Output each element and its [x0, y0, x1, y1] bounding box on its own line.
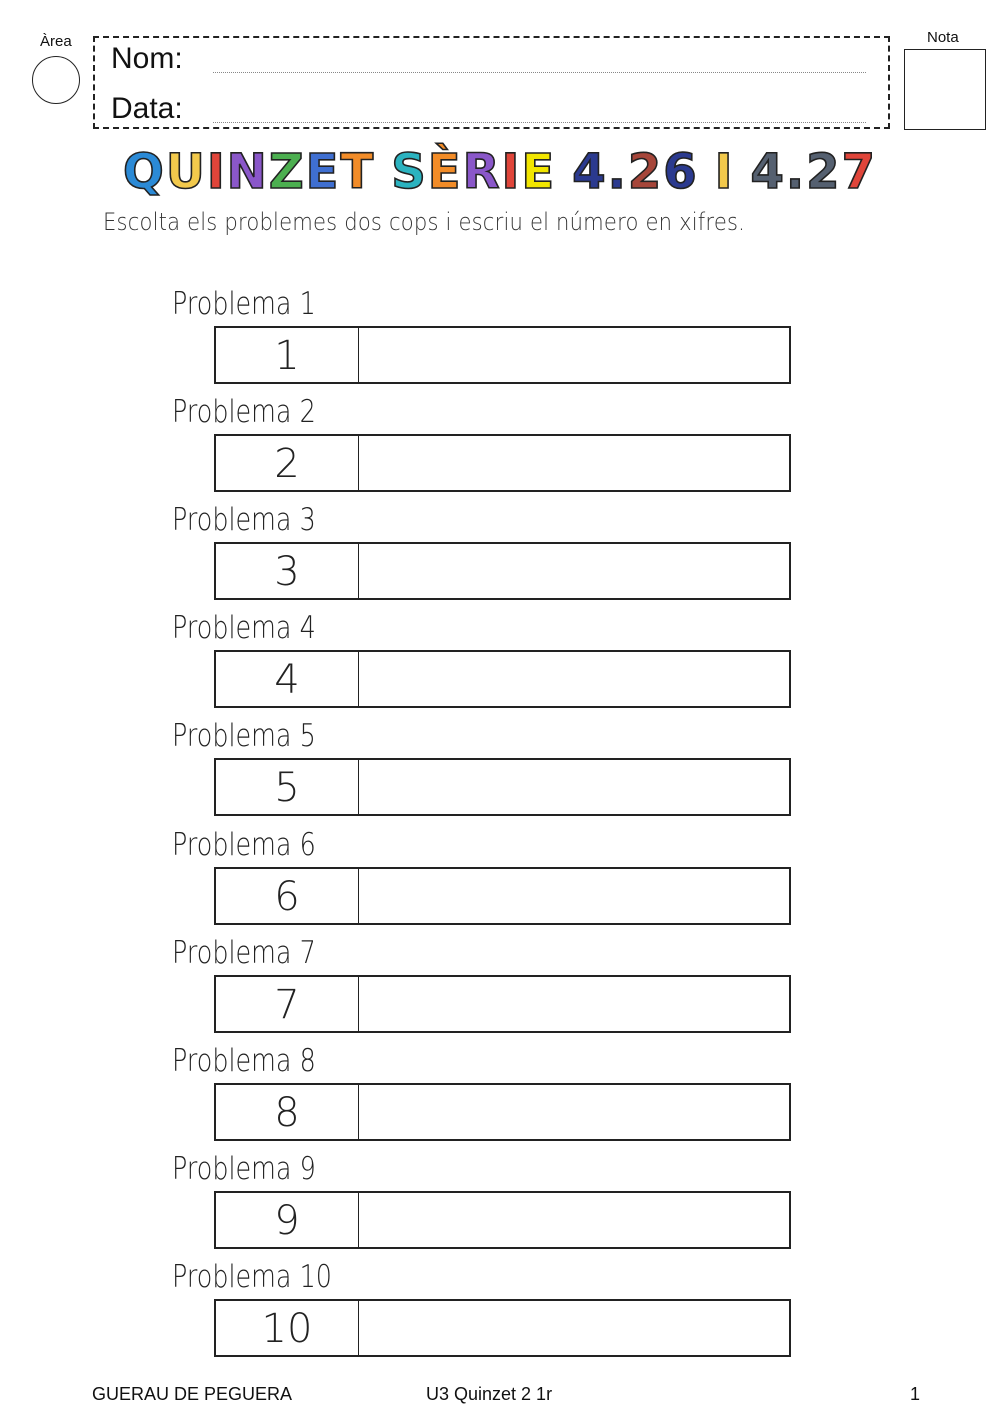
problem-row: [0, 1151, 1000, 1259]
problem-number: 8: [216, 1085, 359, 1139]
instruction-text: Escolta els problemes dos cops i escriu el número en xifres.: [103, 208, 746, 236]
footer-page-number: 1: [910, 1384, 921, 1404]
area-circle[interactable]: [32, 56, 80, 104]
data-label: Data:: [111, 92, 183, 125]
page-title: [0, 140, 1000, 204]
problem-row: [0, 827, 1000, 935]
title-letter: I: [714, 144, 735, 200]
problem-number: 9: [216, 1193, 359, 1247]
title-letter: .: [785, 144, 807, 200]
nom-field[interactable]: [213, 72, 866, 73]
title-letter: .: [607, 144, 628, 200]
footer-school: GUERAU DE PEGUERA: [92, 1384, 293, 1404]
title-letter: E: [305, 144, 341, 200]
problem-label: Problema 4: [172, 610, 316, 647]
title-letter: 2: [806, 144, 842, 200]
title-letter: 4: [750, 144, 786, 200]
title-letter: 6: [663, 144, 699, 200]
title-letter: R: [462, 144, 502, 200]
problem-number: 6: [216, 869, 359, 923]
footer-unit: U3 Quinzet 2 1r: [426, 1384, 553, 1404]
title-letter: Z: [268, 144, 306, 200]
data-field[interactable]: [213, 122, 866, 123]
title-letter: I: [501, 144, 522, 200]
answer-field[interactable]: [359, 1085, 789, 1139]
title-letter: S: [391, 144, 428, 200]
name-date-box: [93, 36, 890, 129]
answer-box: [214, 434, 791, 492]
problem-label: Problema 3: [172, 502, 316, 539]
title-letter: E: [521, 144, 557, 200]
answer-box: [214, 650, 791, 708]
problem-number: 7: [216, 977, 359, 1031]
answer-field[interactable]: [359, 869, 789, 923]
problem-row: [0, 1043, 1000, 1151]
nom-label: Nom:: [111, 42, 183, 75]
title-letter: 4: [572, 144, 608, 200]
problem-label: Problema 8: [172, 1042, 316, 1079]
answer-field[interactable]: [359, 1193, 789, 1247]
title-letter: Q: [123, 144, 166, 200]
problem-label: Problema 10: [172, 1258, 332, 1295]
answer-field[interactable]: [359, 436, 789, 490]
problem-row: [0, 1259, 1000, 1367]
answer-box: [214, 1299, 791, 1357]
answer-box: [214, 758, 791, 816]
answer-field[interactable]: [359, 1301, 789, 1355]
answer-field[interactable]: [359, 977, 789, 1031]
problem-row: [0, 286, 1000, 394]
nota-label: Nota: [927, 29, 959, 46]
answer-box: [214, 1083, 791, 1141]
problem-row: [0, 935, 1000, 1043]
problem-row: [0, 394, 1000, 502]
problem-number: 4: [216, 652, 359, 706]
answer-box: [214, 867, 791, 925]
title-letter: N: [226, 144, 269, 200]
problem-label: Problema 1: [172, 286, 316, 322]
problem-row: [0, 610, 1000, 718]
problem-label: Problema 5: [172, 718, 316, 755]
answer-box: [214, 326, 791, 384]
answer-box: [214, 542, 791, 600]
problem-label: Problema 2: [172, 394, 316, 431]
title-letter: I: [206, 144, 227, 200]
title-letter: 2: [627, 144, 664, 200]
title-letter: 7: [841, 144, 877, 200]
problem-row: [0, 718, 1000, 826]
problem-row: [0, 502, 1000, 610]
title-letter: T: [340, 144, 376, 200]
answer-field[interactable]: [359, 760, 789, 814]
title-letter: U: [165, 144, 207, 200]
answer-field[interactable]: [359, 652, 789, 706]
answer-field[interactable]: [359, 544, 789, 598]
problem-number: 5: [216, 760, 359, 814]
answer-box: [214, 975, 791, 1033]
problem-number: 1: [216, 328, 359, 382]
answer-field[interactable]: [359, 328, 789, 382]
title-letter: È: [427, 144, 463, 200]
answer-box: [214, 1191, 791, 1249]
area-label: Àrea: [40, 33, 72, 50]
problem-label: Problema 6: [172, 826, 316, 863]
problem-number: 10: [216, 1301, 359, 1355]
problem-label: Problema 9: [172, 1150, 316, 1187]
problem-number: 2: [216, 436, 359, 490]
problem-number: 3: [216, 544, 359, 598]
problem-label: Problema 7: [172, 934, 316, 971]
nota-box[interactable]: [904, 49, 986, 130]
